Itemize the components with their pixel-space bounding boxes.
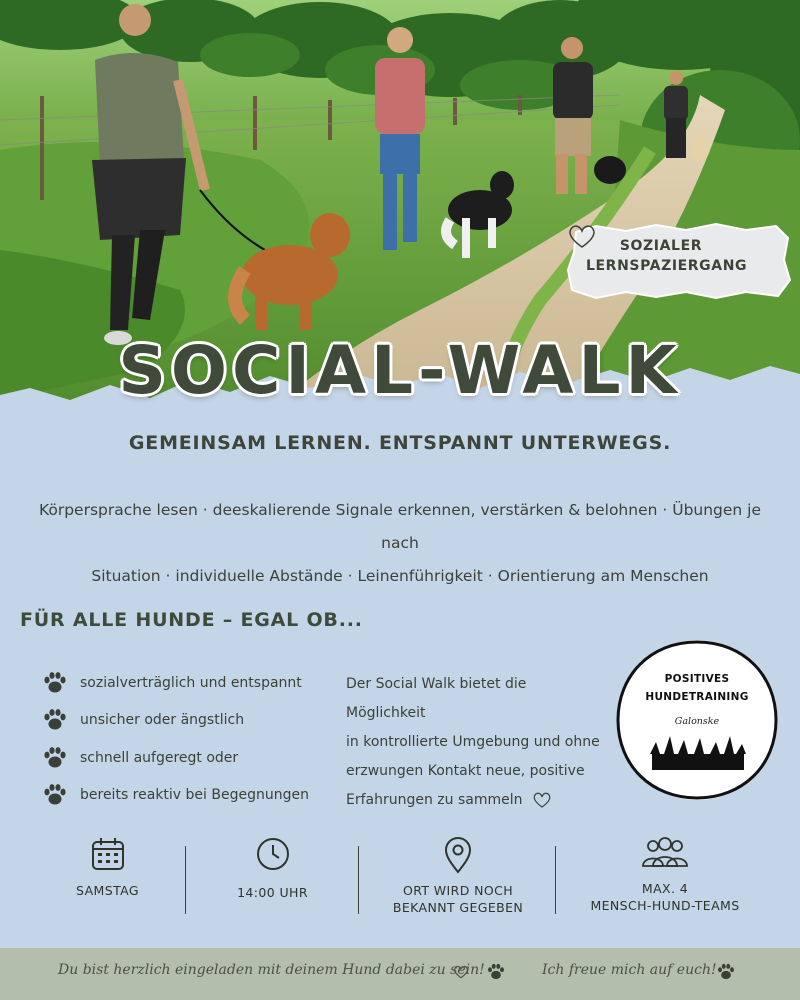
- badge-line1: SOZIALER: [619, 238, 703, 254]
- trainer-logo: [614, 636, 780, 804]
- info-time: [195, 836, 350, 926]
- dog-checklist: [42, 664, 342, 814]
- social-walk-description: [346, 670, 606, 815]
- sozialer-lernspaziergang-badge: [566, 222, 792, 300]
- divider: [185, 846, 186, 914]
- divider: [358, 846, 359, 914]
- info-teams: [565, 836, 765, 926]
- subtitle: GEMEINSAM LERNEN. ENTSPANNT UNTERWEGS.: [128, 432, 672, 454]
- group-icon: [641, 836, 689, 870]
- page-title: SOCIAL-WALK: [118, 332, 682, 409]
- info-teams-line1: MAX. 4: [641, 881, 689, 896]
- walk-text-line-2: in kontrollierte Umgebung und ohne: [346, 734, 600, 750]
- footer: [0, 948, 800, 1000]
- for-all-heading: FÜR ALLE HUNDE – EGAL OB...: [20, 609, 363, 631]
- logo-title: [614, 670, 780, 706]
- calendar-icon: [90, 836, 126, 872]
- walk-text-line-4-text: Erfahrungen zu sammeln: [346, 792, 523, 808]
- list-item-label: schnell aufgeregt oder: [80, 749, 239, 766]
- paw-icon: [42, 671, 68, 695]
- list-item: [42, 702, 342, 740]
- walk-text-line-3: erzwungen Kontakt neue, positive: [346, 763, 585, 779]
- description-line-2: Situation · individuelle Abstände · Leinenführigkeit · Orientierung am Menschen: [91, 567, 709, 585]
- event-info-row: [40, 836, 780, 926]
- badge-line2: LERNSPAZIERGANG: [586, 258, 748, 274]
- heart-icon: [452, 964, 470, 980]
- walk-text-line-4: [346, 786, 606, 815]
- description: [30, 494, 770, 593]
- info-location: [368, 836, 548, 926]
- paw-icon: [486, 963, 506, 981]
- logo-line1: POSITIVES: [664, 673, 730, 685]
- location-pin-icon: [440, 836, 476, 874]
- logo-name: Galonske: [674, 716, 720, 727]
- list-item-label: sozialverträglich und entspannt: [80, 674, 302, 691]
- footer-greeting: Ich freue mich auf euch!: [542, 962, 717, 978]
- divider: [555, 846, 556, 914]
- info-day-label: SAMSTAG: [76, 883, 139, 898]
- list-item: [42, 777, 342, 815]
- clock-icon: [255, 836, 291, 872]
- info-time-label: 14:00 UHR: [237, 885, 308, 900]
- info-teams-line2: MENSCH-HUND-TEAMS: [590, 898, 740, 913]
- list-item: [42, 739, 342, 777]
- heart-icon: [566, 222, 598, 250]
- list-item-label: bereits reaktiv bei Begegnungen: [80, 787, 309, 804]
- info-day: [40, 836, 175, 926]
- title-block: [0, 332, 800, 409]
- walk-text-line-1: Der Social Walk bietet die Möglichkeit: [346, 676, 527, 721]
- paw-icon: [42, 708, 68, 732]
- footer-invitation: Du bist herzlich eingeladen mit deinem Hund dabei zu sein!: [58, 962, 485, 978]
- badge-text: [586, 236, 748, 276]
- info-location-line2: BEKANNT GEGEBEN: [392, 900, 524, 915]
- description-line-1: Körpersprache lesen · deeskalierende Signale erkennen, verstärken & belohnen · Übungen je nach: [38, 501, 762, 552]
- info-location-line1: ORT WIRD NOCH: [402, 883, 514, 898]
- list-item-label: unsicher oder ängstlich: [80, 712, 245, 729]
- logo-line2: HUNDETRAINING: [645, 691, 749, 703]
- paw-icon: [42, 783, 68, 807]
- list-item: [42, 664, 342, 702]
- paw-icon: [716, 963, 736, 981]
- heart-icon: [531, 791, 553, 809]
- paw-icon: [42, 746, 68, 770]
